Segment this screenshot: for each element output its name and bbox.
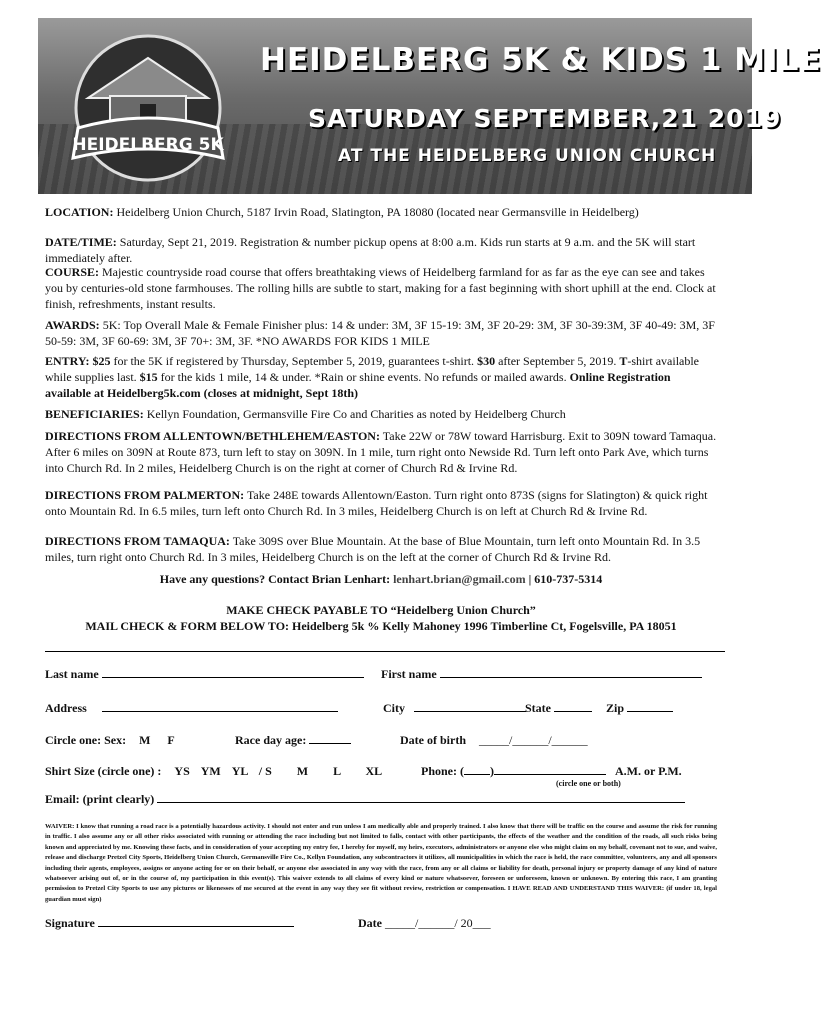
course-paragraph [45,264,717,312]
zip-field[interactable] [606,701,673,716]
first-name-field[interactable] [381,667,702,682]
signature-label: Signature [45,916,95,930]
dob-field[interactable] [400,733,588,748]
circle-one-or-both-note: (circle one or both) [556,779,621,788]
datetime-text: Saturday, Sept 21, 2019. Registration & number pickup opens at 8:00 a.m. Kids run starts at 9 a.m. and the 5K will start immediately after. [45,235,696,265]
course-label: COURSE: [45,265,100,279]
beneficiaries-paragraph [45,406,717,422]
date-blank[interactable]: _____/______/ 20___ [385,916,491,930]
address-field[interactable] [45,701,338,716]
last-name-field[interactable] [45,667,364,682]
email-label: Email: (print clearly) [45,792,155,806]
dob-blank[interactable]: _____/______/______ [479,733,588,747]
sex-field [45,733,175,748]
entry-label: ENTRY: [45,354,90,368]
phone-paren: ) [490,764,494,778]
phone-label: Phone: ( [421,764,464,778]
first-name-line[interactable] [440,676,702,678]
directions-allentown [45,428,717,476]
entry-price-15: $15 [139,370,158,384]
last-name-line[interactable] [102,676,364,678]
phone-area-line[interactable] [464,773,490,775]
event-date: SATURDAY SEPTEMBER,21 2019 [308,104,782,133]
city-line[interactable] [414,710,526,712]
last-name-label: Last name [45,667,99,681]
city-field[interactable] [383,701,526,716]
dob-label: Date of birth [400,733,466,747]
state-line[interactable] [554,710,592,712]
address-label: Address [45,701,87,715]
entry-tshirt-t: T [619,354,628,368]
logo-text: HEIDELBERG 5K [72,135,224,155]
location-paragraph [45,204,717,220]
entry-text-5: for the kids 1 mile, 14 & under. *Rain or shine events. No refunds or mailed awards. [157,370,570,384]
state-label: State [525,701,551,715]
race-day-age-field[interactable] [235,733,351,748]
beneficiaries-label: BENEFICIARIES: [45,407,144,421]
race-logo [48,28,248,188]
waiver-text: WAIVER: I know that running a road race is a potentially hazardous activity. I should not enter and run unless I am medically able and properly trained. I also know that there will be traffic on the course and assume the risk for running in traffic. I also assume any or all other risks associated with running or attending the race including but not limited to falls, contact with other participants, the effects of the weather and the condition of the roads, all such risks being known and appreciated by me. Knowing these facts, and in consideration of your accepting my entry fee, I hereby for myself, my heirs, executors, administrators or anyone else who might claim on my behalf, covenant not to sue, and waive, release and discharge Pretzel City Sports, Heidelberg Union Church, Germansville Fire Co., Kellyn Foundation, any subcontractors it utilizes, all municipalities in which the race is held, the race committee, volunteers, any and all sponsors including their agents, employees, assigns or anyone acting for or on their behalf, or anyone else associated in any way with the race, from any or all claims or liability for death, personal injury or property damage of any kind of nature whatsoever arising out of, or in the course of, my participation in this event(s). This waiver extends to all claims of every kind or nature whatsoever, foreseen or unforeseen, known or unknown. By entering this race, I am granting permission to Pretzel City Sports to use any pictures or likenesses of me secured at the event in any way they see fit without review, restriction or compensation. I HAVE READ AND UNDERSTAND THIS WAIVER: (if under 18, legal guardian must sign) [45,823,717,903]
entry-price-25: $25 [92,354,111,368]
datetime-label: DATE/TIME: [45,235,117,249]
size-m[interactable]: M [296,764,309,778]
contact-prefix: Have any questions? Contact Brian Lenhart: [159,572,394,586]
course-text: Majestic countryside road course that offers breathtaking views of Heidelberg farmland for as far as the eye can see and takes you by centuries-old stone farmhouses. The rolling hills are subtle to start, making for a fast beginning with short uphill at the end. Clock at finish, refreshments, instant results. [45,265,716,311]
form-divider [45,651,725,652]
date-field[interactable] [358,916,491,931]
date-label: Date [358,916,382,930]
location-text: Heidelberg Union Church, 5187 Irvin Road, Slatington, PA 18080 (located near Germansville in Heidelberg) [113,205,639,219]
sex-option-m[interactable]: M [139,733,151,747]
size-yl[interactable]: YL [231,764,248,778]
directions-allentown-label: DIRECTIONS FROM ALLENTOWN/BETHLEHEM/EASTON: [45,429,380,443]
size-s[interactable]: / S [258,764,272,778]
phone-field[interactable] [421,764,682,779]
awards-paragraph [45,317,717,349]
header-banner [38,18,822,194]
check-payable-line: MAKE CHECK PAYABLE TO “Heidelberg Union Church” [226,603,536,617]
datetime-paragraph [45,234,717,266]
entry-price-30: $30 [477,354,496,368]
contact-phone: | 610-737-5314 [525,572,603,586]
contact-line [45,572,717,587]
email-field[interactable] [45,792,685,807]
race-day-age-line[interactable] [309,742,351,744]
zip-label: Zip [606,701,625,715]
first-name-label: First name [381,667,437,681]
entry-text-4: -shirt available while supplies last. [45,354,700,384]
size-ym[interactable]: YM [200,764,221,778]
size-l[interactable]: L [333,764,341,778]
directions-palmerton-text: Take 248E towards Allentown/Easton. Turn right onto 873S (signs for Slatington) & quick right onto Mountain Rd. In 6.5 miles, turn left onto Church Rd. In 3 miles, Heidelberg Church is on left at Church Rd & Irvine Rd. [45,488,708,518]
race-day-age-label: Race day age: [235,733,307,747]
entry-paragraph [45,353,717,401]
zip-line[interactable] [627,710,673,712]
am-pm-options[interactable]: A.M. or P.M. [615,764,682,778]
directions-tamaqua [45,533,717,565]
location-label: LOCATION: [45,205,114,219]
awards-text: 5K: Top Overall Male & Female Finisher plus: 14 & under: 3M, 3F 15-19: 3M, 3F 20-29: 3M, 3F 30-39:3M, 3F 40-49: 3M, 3F 50-59: 3M, 3F 60-69: 3M, 3F 70+: 3M, 3F. *NO AWARDS FOR KIDS 1 MILE [45,318,715,348]
mail-check-line: MAIL CHECK & FORM BELOW TO: Heidelberg 5k % Kelly Mahoney 1996 Timberline Ct, Fogelsville, PA 18051 [85,619,677,633]
entry-text-2: for the 5K if registered by Thursday, September 5, 2019, guarantees t-shirt. [110,354,478,368]
directions-tamaqua-label: DIRECTIONS FROM TAMAQUA: [45,534,230,548]
phone-number-line[interactable] [494,773,606,775]
email-line[interactable] [157,801,685,803]
sex-option-f[interactable]: F [167,733,175,747]
state-field[interactable] [525,701,592,716]
beneficiaries-text: Kellyn Foundation, Germansville Fire Co and Charities as noted by Heidelberg Church [143,407,566,421]
size-ys[interactable]: YS [174,764,190,778]
online-registration-note: Online Registration available at Heidelberg5k.com (closes at midnight, Sept 18th) [45,370,671,400]
signature-field[interactable] [45,916,294,931]
address-line[interactable] [102,710,338,712]
awards-label: AWARDS: [45,318,100,332]
event-venue: AT THE HEIDELBERG UNION CHURCH [338,146,717,166]
sex-label: Circle one: Sex: [45,733,127,747]
shirt-size-field [45,764,382,779]
directions-tamaqua-text: Take 309S over Blue Mountain. At the base of Blue Mountain, turn left onto Mountain Rd. In 3.5 miles, turn right onto Church Rd. In 3 miles, Heidelberg Church is on the left at the corner of Church Rd & Irvine Rd. [45,534,701,564]
city-label: City [383,701,405,715]
directions-palmerton-label: DIRECTIONS FROM PALMERTON: [45,488,245,502]
size-xl[interactable]: XL [365,764,383,778]
directions-allentown-text: Take 22W or 78W toward Harrisburg. Exit to 309N toward Tamaqua. After 6 miles on 309N at Route 873, turn left to stay on 309N. In 1 mile, turn right onto Newside Rd. Turn left onto Park Ave, which turns into Church Rd. In 2 miles, Heidelberg Church is on the right at corner of Church Rd & Irvine Rd. [45,429,717,475]
shirt-size-label: Shirt Size (circle one) : [45,764,162,778]
contact-email-link[interactable]: lenhart.brian@gmail.com [393,572,526,586]
directions-palmerton [45,487,717,519]
entry-text-3: after September 5, 2019. [495,354,620,368]
event-title: HEIDELBERG 5K & KIDS 1 MILE [260,42,822,78]
signature-line[interactable] [98,925,294,927]
